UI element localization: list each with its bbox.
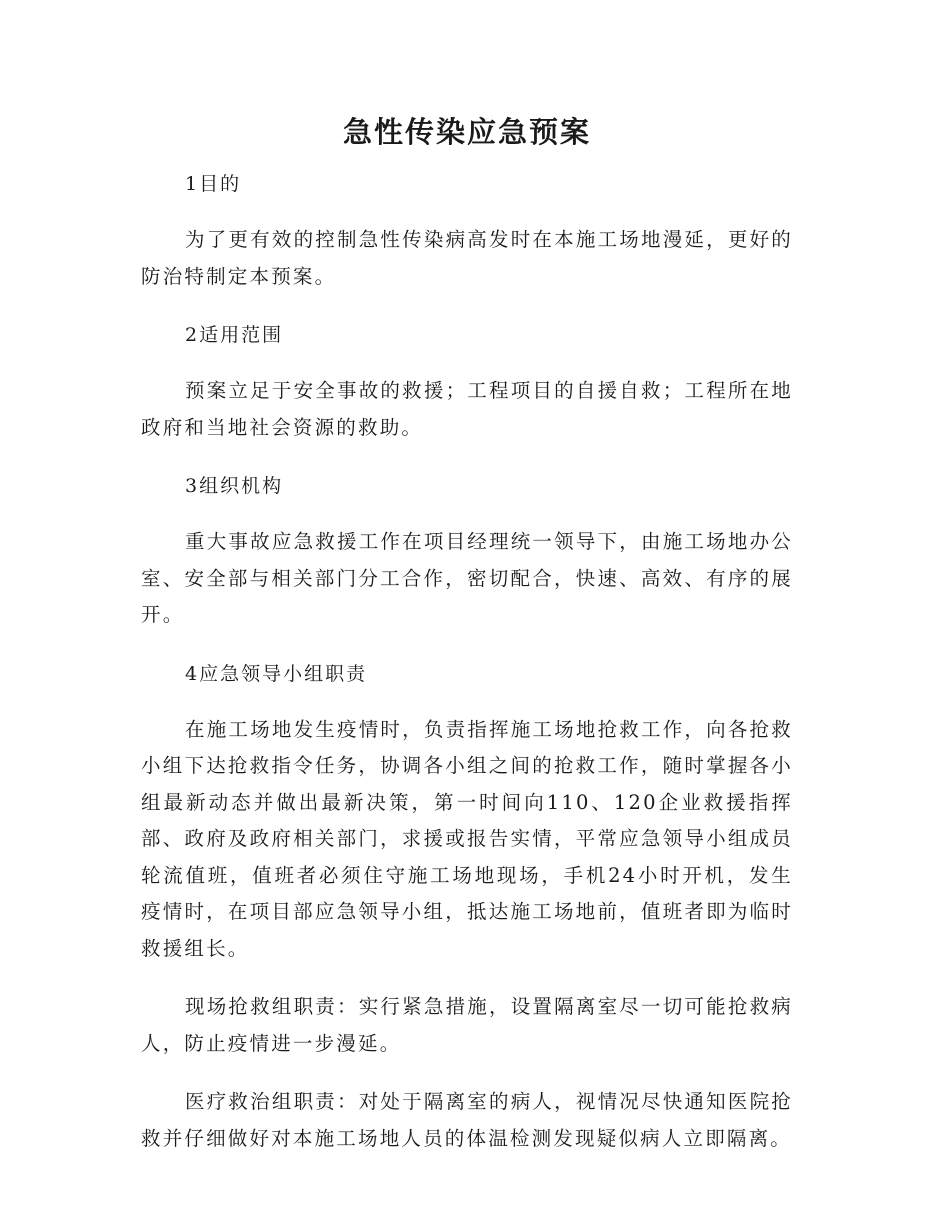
paragraph-organization: 重大事故应急救援工作在项目经理统一领导下，由施工场地办公室、安全部与相关部门分工合作，密切配合，快速、高效、有序的展开。 bbox=[141, 530, 793, 626]
paragraph-purpose: 为了更有效的控制急性传染病高发时在本施工场地漫延，更好的防治特制定本预案。 bbox=[141, 228, 793, 288]
section-heading-purpose: 1目的 bbox=[185, 173, 242, 195]
section-heading-organization: 3组织机构 bbox=[185, 475, 284, 497]
document-title: 急性传染应急预案 bbox=[342, 115, 591, 149]
document-page bbox=[141, 108, 793, 1157]
paragraph-rescue-team-duties: 现场抢救组职责：实行紧急措施，设置隔离室尽一切可能抢救病人，防止疫情进一步漫延。 bbox=[141, 995, 793, 1055]
paragraph-scope: 预案立足于安全事故的救援；工程项目的自援自救；工程所在地政府和当地社会资源的救助。 bbox=[141, 379, 793, 439]
paragraph-medical-team-duties: 医疗救治组职责：对处于隔离室的病人，视情况尽快通知医院抢救并仔细做好对本施工场地人员的体温检测发现疑似病人立即隔离。 bbox=[141, 1090, 793, 1150]
section-heading-scope: 2适用范围 bbox=[185, 324, 284, 346]
section-heading-leadership-duties: 4应急领导小组职责 bbox=[185, 662, 368, 685]
paragraph-leadership-duties: 在施工场地发生疫情时，负责指挥施工场地抢救工作，向各抢救小组下达抢救指令任务，协调各小组之间的抢救工作，随时掌握各小组最新动态并做出最新决策，第一时间向110、120企业救援指挥部、政府及政府相关部门，求援或报告实情，平常应急领导小组成员轮流值班，值班者必须住守施工场地现场，手机24小时开机，发生疫情时，在项目部应急领导小组，抵达施工场地前，值班者即为临时救援组长。 bbox=[141, 717, 793, 960]
